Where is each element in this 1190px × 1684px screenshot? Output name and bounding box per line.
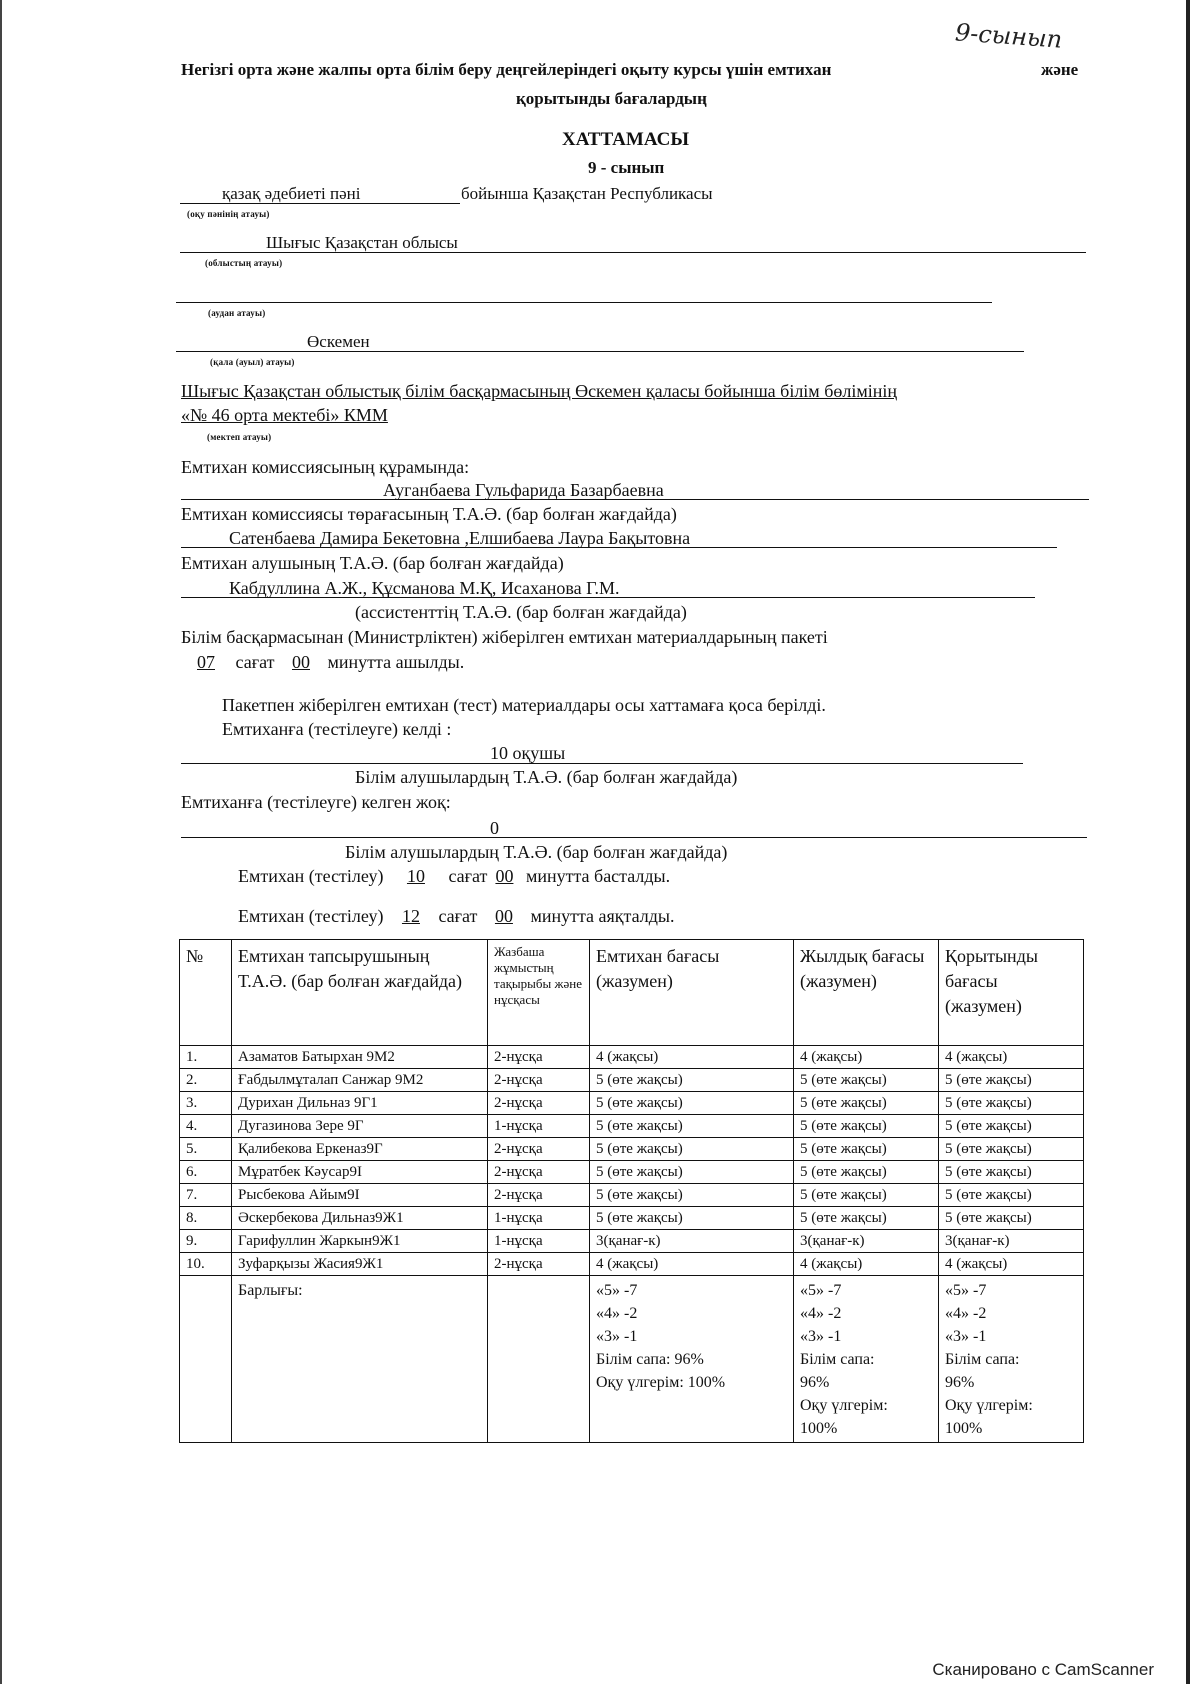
examiners-label: Емтихан алушының Т.А.Ә. (бар болған жағдайда) <box>181 553 564 573</box>
examiners-names: Сатенбаева Дамира Бекетовна ,Елшибаева Лаура Бақытовна <box>229 528 691 548</box>
absent-underline <box>181 837 1087 838</box>
table-row <box>180 1230 1084 1253</box>
end-minute: 00 <box>494 906 513 926</box>
table-row <box>180 1092 1084 1115</box>
scan-edge-left <box>0 0 2 1684</box>
subject-suffix: бойынша Қазақстан Республикасы <box>461 184 713 203</box>
assistants-names: Кабдуллина А.Ж., Құсманова М.Қ, Исаханова Г.М. <box>229 578 620 598</box>
row-exam-grade: 5 (өте жақсы) <box>590 1184 794 1207</box>
row-variant: 2-нұсқа <box>488 1138 590 1161</box>
row-exam-grade: 5 (өте жақсы) <box>590 1069 794 1092</box>
row-annual-grade: 5 (өте жақсы) <box>794 1092 939 1115</box>
start-label: Емтихан (тестілеу) <box>238 866 384 886</box>
table-row <box>180 1115 1084 1138</box>
row-num: 1. <box>180 1046 232 1069</box>
start-hour: 10 <box>406 866 425 886</box>
table-row <box>180 1253 1084 1276</box>
row-num: 4. <box>180 1115 232 1138</box>
total-exam-line: «5» -7 <box>596 1282 638 1299</box>
header-num: № <box>180 940 232 1046</box>
row-final-grade: 4 (жақсы) <box>939 1046 1084 1069</box>
start-minute: 00 <box>495 866 514 886</box>
row-exam-grade: 5 (өте жақсы) <box>590 1092 794 1115</box>
total-final-line: «4» -2 <box>945 1305 987 1322</box>
table-row <box>180 1069 1084 1092</box>
total-num <box>180 1276 232 1443</box>
row-exam-grade: 5 (өте жақсы) <box>590 1207 794 1230</box>
row-name: Азаматов Батырхан 9М2 <box>232 1046 488 1069</box>
header-line1-end: және <box>1041 60 1079 79</box>
end-hour-word: сағат <box>438 906 478 926</box>
came-value: 10 оқушы <box>490 743 566 763</box>
camscanner-watermark: Сканировано с CamScanner <box>932 1660 1154 1679</box>
total-annual-line: Білім сапа: <box>800 1351 875 1368</box>
end-time <box>238 906 675 927</box>
end-label: Емтихан (тестілеу) <box>238 906 384 926</box>
total-exam-line: «4» -2 <box>596 1305 638 1322</box>
total-exam-line: Оқу үлгерім: 100% <box>596 1374 726 1391</box>
row-annual-grade: 3(қанағ-к) <box>794 1230 939 1253</box>
school-line2: «№ 46 орта мектебі» КММ <box>181 405 388 425</box>
row-num: 5. <box>180 1138 232 1161</box>
city-value: Өскемен <box>307 332 370 351</box>
package-hour-word: сағат <box>235 652 275 672</box>
row-final-grade: 4 (жақсы) <box>939 1253 1084 1276</box>
header-topic: Жазбаша жұмыстың тақырыбы және нұсқасы <box>488 940 590 1046</box>
region-value: Шығыс Қазақстан облысы <box>266 233 458 252</box>
total-exam <box>590 1276 794 1443</box>
district-underline <box>176 302 992 303</box>
start-time <box>238 866 670 887</box>
results-table <box>179 939 1084 1443</box>
total-final <box>939 1276 1084 1443</box>
row-variant: 1-нұсқа <box>488 1230 590 1253</box>
came-label: Емтиханға (тестілеуге) келді : <box>222 719 452 739</box>
school-caption: (мектеп атауы) <box>207 432 272 442</box>
row-num: 9. <box>180 1230 232 1253</box>
row-name: Әскербекова Дильназ9Ж1 <box>232 1207 488 1230</box>
row-annual-grade: 5 (өте жақсы) <box>794 1115 939 1138</box>
scan-edge-right <box>1186 0 1190 1684</box>
header-line2: қорытынды бағалардың <box>516 89 707 108</box>
absent-caption: Білім алушылардың Т.А.Ә. (бар болған жағдайда) <box>345 842 728 862</box>
start-hour-word: сағат <box>448 866 488 886</box>
total-annual-line: Оқу үлгерім: <box>800 1397 888 1414</box>
chair-name: Ауганбаева Гульфарида Базарбаевна <box>383 480 664 500</box>
row-final-grade: 5 (өте жақсы) <box>939 1161 1084 1184</box>
assistants-label: (ассистенттің Т.А.Ә. (бар болған жағдайда) <box>355 602 687 622</box>
row-exam-grade: 5 (өте жақсы) <box>590 1161 794 1184</box>
row-name: Рысбекова Айым9І <box>232 1184 488 1207</box>
package-minute: 00 <box>291 652 310 672</box>
row-exam-grade: 5 (өте жақсы) <box>590 1138 794 1161</box>
row-num: 2. <box>180 1069 232 1092</box>
handwritten-note: 9-сынып <box>954 18 1064 54</box>
total-final-line: «5» -7 <box>945 1282 987 1299</box>
row-variant: 2-нұсқа <box>488 1069 590 1092</box>
region-caption: (облыстың атауы) <box>205 258 283 268</box>
total-final-line: 100% <box>945 1420 983 1437</box>
absent-label: Емтиханға (тестілеуге) келген жоқ: <box>181 792 451 812</box>
total-annual-line: 96% <box>800 1374 830 1391</box>
row-num: 8. <box>180 1207 232 1230</box>
row-name: Мұратбек Кәусар9І <box>232 1161 488 1184</box>
row-num: 10. <box>180 1253 232 1276</box>
total-annual-line: «5» -7 <box>800 1282 842 1299</box>
package-hour: 07 <box>197 652 215 672</box>
header-exam: Емтихан бағасы (жазумен) <box>590 940 794 1046</box>
came-caption: Білім алушылардың Т.А.Ә. (бар болған жағдайда) <box>355 767 738 787</box>
grade-label: 9 - сынып <box>588 158 665 177</box>
table-row <box>180 1161 1084 1184</box>
commission-label: Емтихан комиссиясының құрамында: <box>181 457 470 477</box>
total-topic <box>488 1276 590 1443</box>
row-name: Зуфарқызы Жасия9Ж1 <box>232 1253 488 1276</box>
row-variant: 2-нұсқа <box>488 1253 590 1276</box>
total-final-line: «3» -1 <box>945 1328 987 1345</box>
row-annual-grade: 5 (өте жақсы) <box>794 1138 939 1161</box>
absent-value: 0 <box>490 818 499 838</box>
row-variant: 1-нұсқа <box>488 1207 590 1230</box>
row-name: Қалибекова Еркеназ9Г <box>232 1138 488 1161</box>
start-suffix: минутта басталды. <box>525 866 671 886</box>
row-name: Гарифуллин Жаркын9Ж1 <box>232 1230 488 1253</box>
school-line1: Шығыс Қазақстан облыстық білім басқармасының Өскемен қаласы бойынша білім бөлімінің <box>181 381 898 401</box>
package-line1: Білім басқармасынан (Министрліктен) жіберілген емтихан материалдарының пакеті <box>181 627 828 647</box>
subject-caption: (оқу пәнінің атауы) <box>187 209 270 219</box>
district-caption: (аудан атауы) <box>208 308 266 318</box>
total-row <box>180 1276 1084 1443</box>
header-final: Қорытынды бағасы (жазумен) <box>939 940 1084 1046</box>
table-row <box>180 1046 1084 1069</box>
row-variant: 2-нұсқа <box>488 1046 590 1069</box>
row-name: Дугазинова Зере 9Г <box>232 1115 488 1138</box>
row-variant: 2-нұсқа <box>488 1161 590 1184</box>
row-exam-grade: 4 (жақсы) <box>590 1046 794 1069</box>
row-final-grade: 5 (өте жақсы) <box>939 1069 1084 1092</box>
row-name: Дурихан Дильназ 9Г1 <box>232 1092 488 1115</box>
row-variant: 2-нұсқа <box>488 1092 590 1115</box>
row-final-grade: 5 (өте жақсы) <box>939 1184 1084 1207</box>
subject-value: қазақ әдебиеті пәні <box>222 184 361 203</box>
package-attached: Пакетпен жіберілген емтихан (тест) материалдары осы хаттамаға қоса берілді. <box>222 695 826 715</box>
total-final-line: Оқу үлгерім: <box>945 1397 1033 1414</box>
chair-label: Емтихан комиссиясы төрағасының Т.А.Ә. (бар болған жағдайда) <box>181 504 677 524</box>
came-underline <box>181 763 1023 764</box>
row-annual-grade: 5 (өте жақсы) <box>794 1161 939 1184</box>
end-suffix: минутта аяқталды. <box>530 906 675 926</box>
row-num: 7. <box>180 1184 232 1207</box>
package-minute-word: минутта ашылды. <box>327 652 465 672</box>
row-num: 6. <box>180 1161 232 1184</box>
total-exam-line: «3» -1 <box>596 1328 638 1345</box>
city-caption: (қала (ауыл) атауы) <box>210 357 295 367</box>
table-row <box>180 1184 1084 1207</box>
row-variant: 2-нұсқа <box>488 1184 590 1207</box>
row-final-grade: 5 (өте жақсы) <box>939 1092 1084 1115</box>
total-annual-line: «3» -1 <box>800 1328 842 1345</box>
total-annual <box>794 1276 939 1443</box>
row-exam-grade: 5 (өте жақсы) <box>590 1115 794 1138</box>
header-name: Емтихан тапсырушының Т.А.Ә. (бар болған жағдайда) <box>232 940 488 1046</box>
table-header-row <box>180 940 1084 1046</box>
row-final-grade: 3(қанағ-к) <box>939 1230 1084 1253</box>
total-final-line: 96% <box>945 1374 975 1391</box>
row-annual-grade: 5 (өте жақсы) <box>794 1207 939 1230</box>
total-annual-line: «4» -2 <box>800 1305 842 1322</box>
total-annual-line: 100% <box>800 1420 838 1437</box>
row-annual-grade: 4 (жақсы) <box>794 1253 939 1276</box>
header-annual: Жылдық бағасы (жазумен) <box>794 940 939 1046</box>
row-exam-grade: 3(қанағ-к) <box>590 1230 794 1253</box>
table-row <box>180 1138 1084 1161</box>
end-hour: 12 <box>401 906 420 926</box>
row-num: 3. <box>180 1092 232 1115</box>
city-underline <box>176 351 1024 352</box>
header-line1: Негізгі орта және жалпы орта білім беру деңгейлеріндегі оқыту курсы үшін емтихан <box>181 60 832 79</box>
row-name: Ғабдылмұталап Санжар 9М2 <box>232 1069 488 1092</box>
row-annual-grade: 5 (өте жақсы) <box>794 1184 939 1207</box>
document-title: ХАТТАМАСЫ <box>562 129 689 150</box>
row-exam-grade: 4 (жақсы) <box>590 1253 794 1276</box>
row-final-grade: 5 (өте жақсы) <box>939 1207 1084 1230</box>
package-time <box>181 652 464 673</box>
row-final-grade: 5 (өте жақсы) <box>939 1138 1084 1161</box>
row-annual-grade: 4 (жақсы) <box>794 1046 939 1069</box>
table-row <box>180 1207 1084 1230</box>
total-final-line: Білім сапа: <box>945 1351 1020 1368</box>
row-final-grade: 5 (өте жақсы) <box>939 1115 1084 1138</box>
row-annual-grade: 5 (өте жақсы) <box>794 1069 939 1092</box>
total-label: Барлығы: <box>232 1276 488 1443</box>
total-exam-line: Білім сапа: 96% <box>596 1351 704 1368</box>
row-variant: 1-нұсқа <box>488 1115 590 1138</box>
